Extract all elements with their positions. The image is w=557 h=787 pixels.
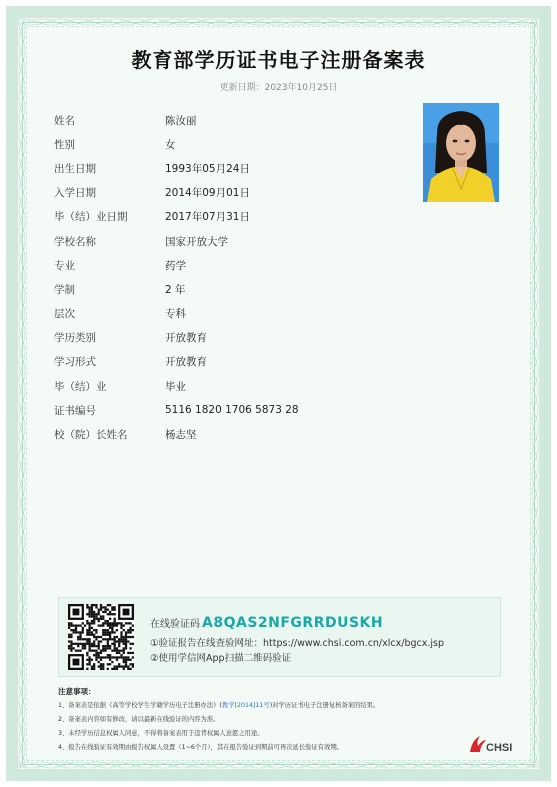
note-text: 3、未经学历信息权属人同意，不得将备案表用于违背权属人意愿之用途。 [58, 730, 264, 737]
student-photo [423, 103, 499, 202]
field-value: 2 年 [165, 283, 186, 296]
verify-code-label: 在线验证码 [150, 619, 200, 630]
field-label: 校（院）长姓名 [54, 429, 128, 442]
field-row [54, 326, 414, 350]
field-value: 毕业 [165, 380, 186, 393]
field-label: 出生日期 [54, 162, 96, 175]
verify-code-line [150, 615, 383, 631]
note-text: 4、报告在线验证有效期由报告权属人设置（1~6个月），其在报告验证到期前可再次延长验证有效期。 [58, 744, 343, 751]
field-row [54, 350, 414, 374]
field-value: 开放教育 [165, 356, 207, 369]
field-label: 姓名 [54, 114, 75, 127]
chsi-logo [466, 732, 526, 756]
field-value: 5116 1820 1706 5873 28 [165, 404, 299, 417]
field-row [54, 132, 414, 156]
field-label: 毕（结）业 [54, 380, 107, 393]
note-item [58, 742, 343, 751]
field-row [54, 422, 414, 446]
field-label: 毕（结）业日期 [54, 211, 128, 224]
field-label: 学历类别 [54, 332, 96, 345]
page-title: 教育部学历证书电子注册备案表 [131, 48, 426, 72]
field-value: 2017年07月31日 [165, 211, 250, 224]
field-row [54, 398, 414, 422]
field-row [54, 156, 414, 180]
verify-instruction-app: ②使用学信网App扫描二维码验证 [150, 653, 292, 664]
verify-code: A8QAS2NFGRRDUSKH [202, 615, 384, 631]
field-row [54, 229, 414, 253]
field-row [54, 374, 414, 398]
field-label: 学制 [54, 283, 75, 296]
field-label: 层次 [54, 308, 75, 321]
update-date: 2023年10月25日 [264, 83, 338, 93]
field-label: 证书编号 [54, 404, 96, 417]
field-value: 杨志坚 [165, 429, 197, 442]
note-item [58, 728, 264, 737]
field-label: 专业 [54, 259, 75, 272]
field-value: 药学 [165, 259, 186, 272]
notes-title: 注意事项： [58, 687, 96, 696]
field-label: 入学日期 [54, 187, 96, 200]
field-row [54, 277, 414, 301]
note-text: 1、备案表是依据《高等学校学生学籍学历电子注册办法》( [58, 702, 222, 709]
field-row [54, 108, 414, 132]
field-value: 2014年09月01日 [165, 187, 250, 200]
field-value: 开放教育 [165, 332, 207, 345]
verify-instruction-url: ①验证报告在线查验网址：https://www.chsi.com.cn/xlcx/bgcx.jsp [150, 638, 444, 649]
field-value: 1993年05月24日 [165, 162, 250, 175]
qr-code-icon [68, 604, 134, 670]
field-label: 学习形式 [54, 356, 96, 369]
note-item [58, 714, 219, 723]
field-row [54, 302, 414, 326]
field-value: 陈汝丽 [165, 114, 197, 127]
field-value: 专科 [165, 308, 186, 321]
field-value: 国家开放大学 [165, 235, 228, 248]
update-label: 更新日期： [219, 83, 265, 93]
field-value: 女 [165, 138, 176, 151]
field-label: 性别 [54, 138, 75, 151]
note-text: 2、备案表内容如有修改，请以最新在线验证的内容为准。 [58, 716, 220, 723]
field-list [54, 108, 414, 447]
field-row [54, 205, 414, 229]
note-text: )对学历证书电子注册复核备案的结果。 [269, 702, 380, 709]
update-date-line [0, 80, 557, 93]
chsi-logo-text: CHSI [486, 742, 513, 754]
note-link[interactable]: 教学[2014]11号 [221, 702, 270, 709]
field-label: 学校名称 [54, 235, 96, 248]
field-row [54, 181, 414, 205]
note-item [58, 700, 379, 709]
field-row [54, 253, 414, 277]
